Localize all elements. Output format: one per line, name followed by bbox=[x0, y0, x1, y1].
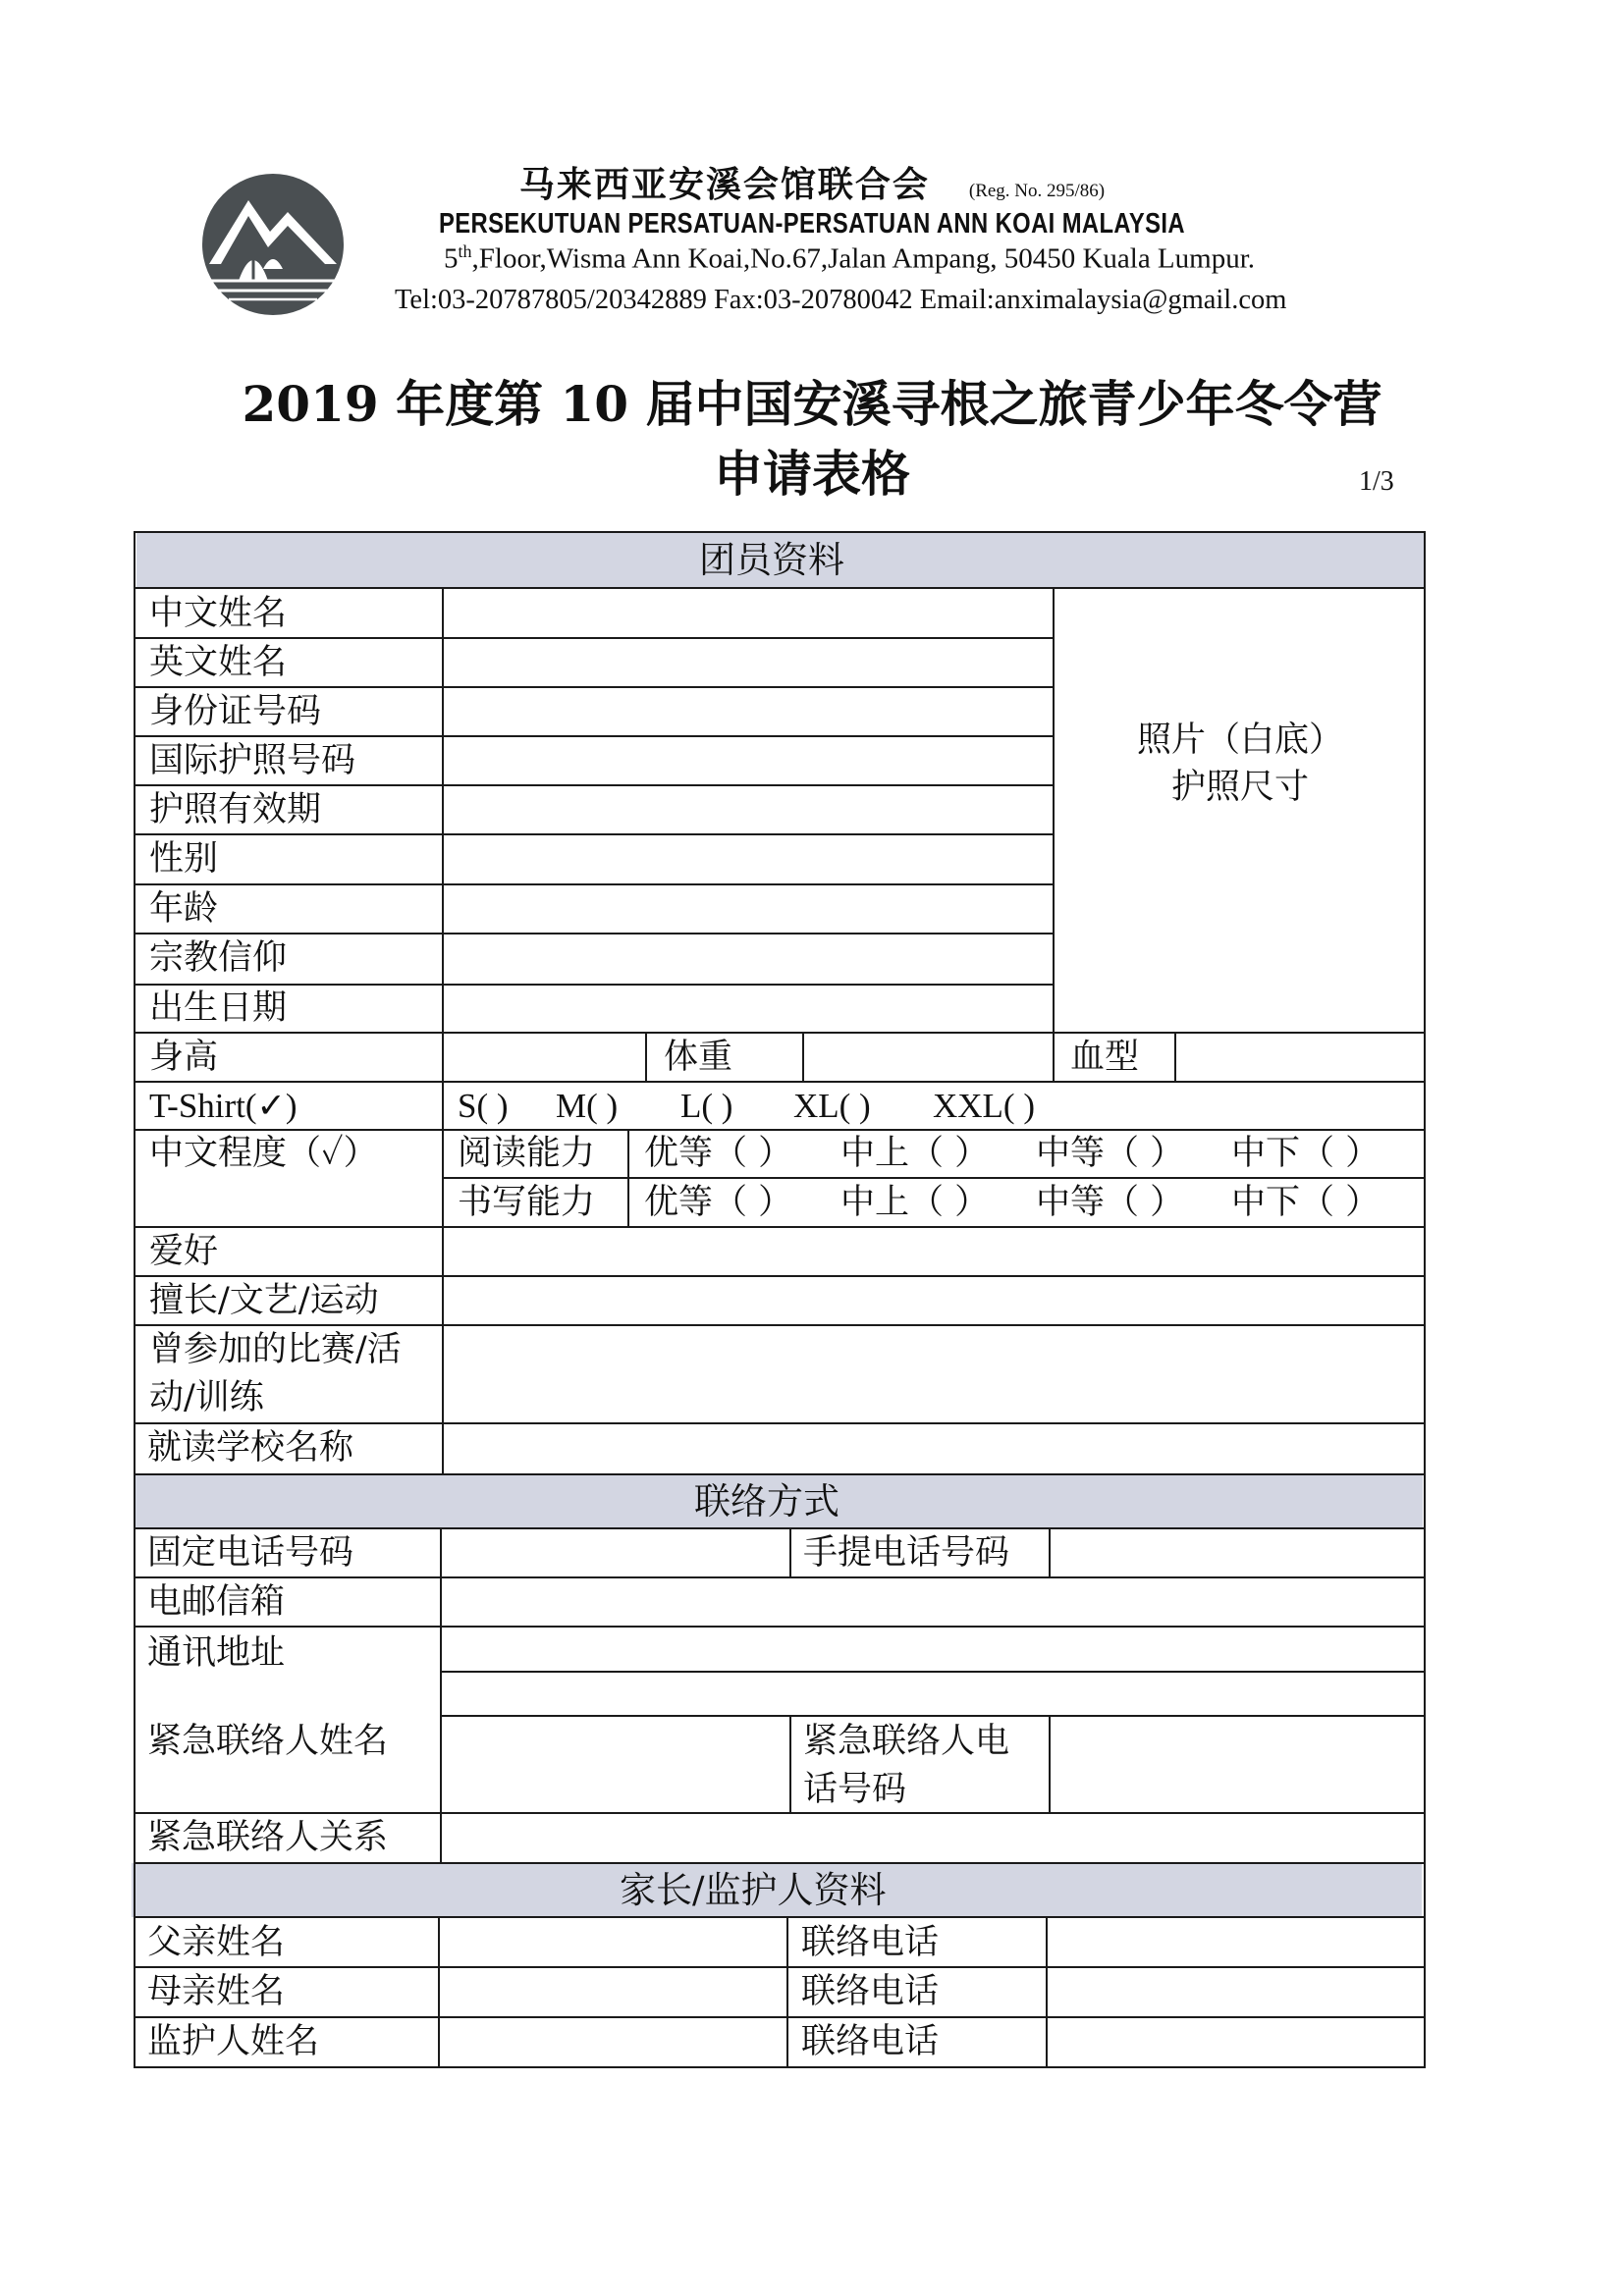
label-birth-date: 出生日期 bbox=[149, 988, 288, 1028]
label-chinese-name: 中文姓名 bbox=[149, 594, 288, 633]
label-tshirt: T-Shirt(✓) bbox=[149, 1087, 298, 1125]
label-emergency-phone-line2: 话号码 bbox=[803, 1770, 907, 1809]
organization-address: 5th,Floor,Wisma Ann Koai,No.67,Jalan Ampang, 50450 Kuala Lumpur. bbox=[444, 241, 1256, 275]
tshirt-size-l[interactable]: L( ) bbox=[680, 1087, 733, 1125]
writing-level-below-average[interactable]: 中下（ ） bbox=[1231, 1183, 1380, 1222]
label-mother-phone: 联络电话 bbox=[801, 1972, 940, 2011]
organization-contact: Tel:03-20787805/20342889 Fax:03-20780042 Email:anximalaysia@gmail.com bbox=[395, 285, 1287, 315]
label-home-phone: 固定电话号码 bbox=[147, 1533, 354, 1573]
reading-level-below-average[interactable]: 中下（ ） bbox=[1231, 1134, 1380, 1173]
label-guardian-name: 监护人姓名 bbox=[147, 2022, 320, 2061]
page-number: 1/3 bbox=[1359, 466, 1394, 497]
label-school-name: 就读学校名称 bbox=[147, 1428, 354, 1468]
label-father-phone: 联络电话 bbox=[801, 1923, 940, 1962]
label-blood-type: 血型 bbox=[1070, 1038, 1140, 1077]
label-hobbies: 爱好 bbox=[149, 1232, 219, 1271]
form-title: 2019 年度第 10 届中国安溪寻根之旅青少年冬令营 bbox=[242, 375, 1382, 433]
label-english-name: 英文姓名 bbox=[149, 643, 288, 682]
label-height: 身高 bbox=[149, 1038, 219, 1077]
label-competitions-line1: 曾参加的比赛/活 bbox=[149, 1330, 402, 1369]
label-guardian-phone: 联络电话 bbox=[801, 2022, 940, 2061]
section-title-contact: 联络方式 bbox=[694, 1480, 839, 1522]
label-emergency-phone-line1: 紧急联络人电 bbox=[803, 1722, 1010, 1761]
tshirt-size-s[interactable]: S( ) bbox=[458, 1087, 509, 1125]
reading-level-above-average[interactable]: 中上（ ） bbox=[840, 1134, 990, 1173]
tshirt-size-xxl[interactable]: XXL( ) bbox=[933, 1087, 1035, 1125]
label-weight: 体重 bbox=[664, 1038, 733, 1077]
label-address: 通讯地址 bbox=[147, 1633, 286, 1673]
tshirt-size-m[interactable]: M( ) bbox=[556, 1087, 619, 1125]
writing-level-excellent[interactable]: 优等（ ） bbox=[644, 1183, 793, 1222]
label-emergency-contact-name: 紧急联络人姓名 bbox=[147, 1722, 389, 1761]
writing-level-above-average[interactable]: 中上（ ） bbox=[840, 1183, 990, 1222]
label-emergency-relation: 紧急联络人关系 bbox=[147, 1818, 389, 1857]
section-title-member: 团员资料 bbox=[699, 539, 844, 581]
organization-chinese-name: 马来西亚安溪会馆联合会 (Reg. No. 295/86) bbox=[518, 164, 1106, 205]
section-title-guardian: 家长/监护人资料 bbox=[620, 1869, 887, 1911]
label-competitions-line2: 动/训练 bbox=[149, 1378, 264, 1417]
label-passport-number: 国际护照号码 bbox=[149, 741, 356, 780]
label-reading-ability: 阅读能力 bbox=[458, 1134, 596, 1173]
label-email: 电邮信箱 bbox=[147, 1582, 286, 1622]
label-talents: 擅长/文艺/运动 bbox=[149, 1281, 379, 1320]
label-father-name: 父亲姓名 bbox=[147, 1923, 286, 1962]
label-mobile-phone: 手提电话号码 bbox=[803, 1533, 1010, 1573]
photo-label-line1: 照片（白底） bbox=[1136, 721, 1343, 760]
label-passport-expiry: 护照有效期 bbox=[149, 790, 322, 829]
label-mother-name: 母亲姓名 bbox=[147, 1972, 286, 2011]
label-age: 年龄 bbox=[149, 889, 219, 929]
label-writing-ability: 书写能力 bbox=[458, 1183, 596, 1222]
tshirt-size-xl[interactable]: XL( ) bbox=[793, 1087, 871, 1125]
form-subtitle: 申请表格 bbox=[714, 445, 910, 503]
reading-level-excellent[interactable]: 优等（ ） bbox=[644, 1134, 793, 1173]
photo-placeholder bbox=[1054, 717, 1427, 811]
label-chinese-level: 中文程度（✓） bbox=[149, 1134, 378, 1173]
writing-level-average[interactable]: 中等（ ） bbox=[1036, 1183, 1185, 1222]
reading-level-average[interactable]: 中等（ ） bbox=[1036, 1134, 1185, 1173]
photo-label-line2: 护照尺寸 bbox=[1170, 768, 1309, 807]
label-religion: 宗教信仰 bbox=[149, 938, 288, 978]
label-gender: 性别 bbox=[149, 839, 219, 879]
label-ic-number: 身份证号码 bbox=[149, 692, 322, 731]
registration-number: (Reg. No. 295/86) bbox=[968, 181, 1106, 201]
organization-malay-name: PERSEKUTUAN PERSATUAN-PERSATUAN ANN KOAI MALAYSIA bbox=[439, 208, 1185, 240]
